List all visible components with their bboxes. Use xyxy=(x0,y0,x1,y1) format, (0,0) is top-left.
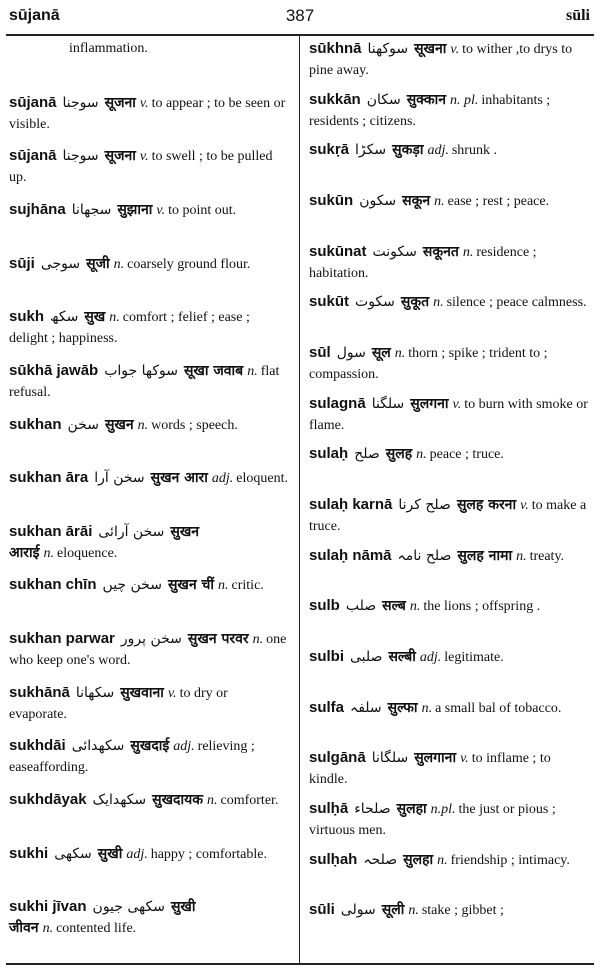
entry-urdu: سکڑا xyxy=(355,142,387,159)
dictionary-entry xyxy=(309,38,592,81)
dictionary-entry xyxy=(9,896,288,939)
entry-part-of-speech: n. xyxy=(394,346,406,361)
entry-part-of-speech: v. xyxy=(450,42,460,57)
entry-headword: sukhan chīn xyxy=(9,576,97,594)
entry-definition: legitimate. xyxy=(444,650,504,665)
entry-headword: sulbi xyxy=(309,648,345,665)
entry-part-of-speech: n. xyxy=(247,363,258,379)
entry-urdu: صلح نامہ xyxy=(397,547,452,564)
dictionary-entry xyxy=(9,145,288,188)
entry-definition: eloquence. xyxy=(57,545,118,561)
entry-part-of-speech: n. xyxy=(218,578,229,594)
entry-part-of-speech: adj. xyxy=(419,650,442,665)
entry-hindi: सुलगाना xyxy=(414,750,457,767)
entry-urdu: سوکھنا xyxy=(367,41,409,57)
entry-headword: sukhdāi xyxy=(9,737,66,755)
entry-definition: to appear ; to be seen or visible. xyxy=(9,95,286,132)
dictionary-entry xyxy=(9,682,288,725)
entry-hindi: सूल xyxy=(371,345,391,361)
dictionary-entry xyxy=(309,697,592,719)
entry-urdu: صلح کرنا xyxy=(398,497,451,513)
page-header xyxy=(0,0,600,34)
entry-part-of-speech: n. xyxy=(462,244,474,260)
entry-headword: sukūn xyxy=(309,192,354,209)
entry-headword: sulaḥ nāmā xyxy=(309,546,392,564)
entry-headword: sukhānā xyxy=(9,683,70,701)
entry-headword: sukhan ārāi xyxy=(9,522,93,540)
entry-part-of-speech: adj. xyxy=(126,846,148,862)
entry-part-of-speech: v. xyxy=(139,95,149,111)
entry-definition: flat refusal. xyxy=(9,363,280,400)
page-number: 387 xyxy=(285,6,315,25)
dictionary-entry xyxy=(9,735,288,778)
entry-headword: sukhan xyxy=(9,415,62,433)
entry-continuation: inflammation. xyxy=(69,41,148,56)
entry-hindi: सुखन आराई xyxy=(9,523,200,561)
entry-part-of-speech: n. xyxy=(109,310,120,326)
dictionary-entry xyxy=(309,342,592,385)
dictionary-entry xyxy=(9,843,288,865)
dictionary-entry xyxy=(9,414,288,436)
dictionary-entry xyxy=(9,92,288,135)
entry-headword: sulaḥ karnā xyxy=(309,496,393,513)
dictionary-entry xyxy=(9,253,288,275)
dictionary-entry xyxy=(309,190,592,212)
header-rule xyxy=(6,34,594,36)
entry-part-of-speech: n. xyxy=(137,417,149,433)
entry-hindi: सूली xyxy=(381,902,405,919)
entry-definition: thorn ; spike ; trident to ; compassion. xyxy=(309,346,548,382)
dictionary-entry xyxy=(309,443,592,465)
entry-urdu: صلحاء xyxy=(354,801,391,817)
dictionary-entry xyxy=(9,628,288,671)
entry-urdu: صلحہ xyxy=(363,851,398,868)
entry-hindi: सुलहा xyxy=(403,851,434,868)
entry-definition: peace ; truce. xyxy=(429,447,504,463)
entry-definition: to burn with smoke or flame. xyxy=(309,396,588,433)
entry-urdu: سکھانا xyxy=(75,684,115,701)
entry-hindi: सूजी xyxy=(86,255,110,272)
entry-hindi: सुझाना xyxy=(117,201,153,218)
entry-hindi: सुखी जीवन xyxy=(9,899,196,937)
left-guide-word: sūjanā xyxy=(9,7,60,24)
entry-hindi: सुखन चीं xyxy=(167,577,215,594)
entry-headword: sulḥā xyxy=(309,800,349,817)
entry-urdu: سلگانا xyxy=(371,750,409,767)
entry-headword: sukhdāyak xyxy=(9,791,87,809)
entry-definition: the lions ; offspring . xyxy=(423,599,541,615)
entry-part-of-speech: n. xyxy=(252,632,264,648)
dictionary-entry xyxy=(309,899,592,921)
entry-hindi: सूखना xyxy=(414,41,447,57)
entry-headword: sūjanā xyxy=(9,147,57,165)
entry-urdu: سلفہ xyxy=(350,699,382,716)
entry-definition: stake ; gibbet ; xyxy=(421,903,504,919)
entry-headword: sulḥah xyxy=(309,850,358,868)
entry-urdu: سولی xyxy=(340,902,376,919)
entry-definition: critic. xyxy=(231,578,264,594)
entry-urdu: سجھانا xyxy=(71,201,112,218)
dictionary-entry xyxy=(309,393,592,436)
entry-urdu: سکون xyxy=(359,193,397,209)
dictionary-entry xyxy=(9,574,288,596)
entry-headword: sujhāna xyxy=(9,200,66,218)
entry-part-of-speech: n. xyxy=(434,194,445,209)
entry-urdu: سخن پرور xyxy=(120,631,182,648)
entry-part-of-speech: adj. xyxy=(173,739,195,755)
entry-hindi: सुल्फा xyxy=(387,699,418,716)
entry-hindi: सूजना xyxy=(104,148,136,165)
entry-definition: relieving ; easeaffording. xyxy=(9,739,255,776)
entry-urdu: صلبی xyxy=(350,649,383,665)
entry-urdu: سول xyxy=(336,345,366,361)
entry-part-of-speech: v. xyxy=(460,751,469,767)
entry-urdu: صلح xyxy=(354,446,380,463)
entry-hindi: सुखन आरा xyxy=(150,470,208,487)
entry-hindi: सल्बी xyxy=(388,649,416,665)
entry-headword: sūli xyxy=(309,901,335,919)
entry-part-of-speech: n. xyxy=(42,921,54,937)
entry-headword: sukhan parwar xyxy=(9,630,115,648)
entry-urdu: سکان xyxy=(366,91,401,108)
entry-urdu: سوکھا جواب xyxy=(104,362,178,379)
entry-part-of-speech: n. xyxy=(43,545,55,561)
entry-hindi: सकून xyxy=(402,193,431,209)
entry-definition: the just or pious ; virtuous men. xyxy=(309,802,556,838)
entry-definition: residence ; habitation. xyxy=(309,244,537,281)
entry-part-of-speech: n.pl. xyxy=(430,802,456,817)
entry-headword: sukh xyxy=(9,308,45,326)
entry-headword: sūji xyxy=(9,254,35,272)
entry-hindi: सुखदाई xyxy=(130,738,170,755)
entry-headword: sukhi jīvan xyxy=(9,898,87,916)
entry-definition: happy ; comfortable. xyxy=(150,846,267,862)
entry-definition: to dry or evaporate. xyxy=(9,685,228,722)
entry-urdu: سکھدائی xyxy=(71,738,125,755)
entry-part-of-speech: v. xyxy=(167,685,177,701)
entry-hindi: सुलहा xyxy=(396,801,427,817)
entry-urdu: سوجی xyxy=(40,255,81,272)
entry-urdu: سخن xyxy=(67,416,99,433)
entry-definition: eloquent. xyxy=(236,471,288,487)
dictionary-entry xyxy=(309,747,592,790)
entry-definition: ease ; rest ; peace. xyxy=(447,194,550,209)
entry-headword: sūjanā xyxy=(9,93,57,111)
entry-headword: sulfa xyxy=(309,698,345,716)
entry-definition: comforter. xyxy=(220,793,279,809)
entry-definition: to wither ,to drys to pine away. xyxy=(309,42,573,78)
entry-part-of-speech: n. xyxy=(421,700,433,716)
entry-urdu: سکھی xyxy=(54,845,92,862)
dictionary-entry xyxy=(9,199,288,221)
entry-part-of-speech: v. xyxy=(139,149,149,165)
column-divider xyxy=(299,36,300,963)
entry-headword: sulb xyxy=(309,597,340,615)
entry-hindi: सुकड़ा xyxy=(392,142,424,159)
entry-urdu: سخن آرا xyxy=(94,470,145,487)
entry-part-of-speech: n. xyxy=(437,852,448,868)
dictionary-entry xyxy=(9,789,288,811)
entry-part-of-speech: n. xyxy=(113,256,125,272)
entry-definition: to point out. xyxy=(168,202,237,218)
entry-headword: sūl xyxy=(309,344,331,361)
dictionary-entry xyxy=(309,241,592,284)
entry-headword: sukhan āra xyxy=(9,469,89,487)
entry-part-of-speech: v. xyxy=(520,498,529,513)
footer-rule xyxy=(6,963,594,965)
dictionary-entry xyxy=(9,360,288,403)
entry-hindi: सुखवाना xyxy=(120,684,164,701)
entry-headword: sulgānā xyxy=(309,749,366,767)
entry-hindi: सुलह करना xyxy=(456,497,517,513)
entry-hindi: सुखदायक xyxy=(152,792,203,809)
entry-definition: coarsely ground flour. xyxy=(127,256,251,272)
entry-definition: inhabitants ; residents ; citizens. xyxy=(309,92,551,129)
entry-hindi: सुखन परवर xyxy=(187,631,249,648)
entry-headword: sukkān xyxy=(309,90,361,108)
entry-hindi: सूखा जवाब xyxy=(183,362,244,379)
entry-headword: sulaḥ xyxy=(309,445,349,463)
entry-definition: comfort ; felief ; ease ; delight ; happiness. xyxy=(9,310,250,347)
entry-definition: friendship ; intimacy. xyxy=(450,852,570,868)
entry-hindi: सुखी xyxy=(97,845,123,862)
entry-headword: sukūnat xyxy=(309,242,367,260)
entry-part-of-speech: n. xyxy=(433,295,444,311)
dictionary-entry xyxy=(9,521,288,564)
entry-urdu: سخن چیں xyxy=(102,577,162,594)
entry-headword: sukūt xyxy=(309,293,350,311)
entry-hindi: सल्ब xyxy=(382,598,406,615)
entry-hindi: सुखन xyxy=(104,416,134,433)
dictionary-entry xyxy=(9,38,288,59)
entry-hindi: सुक्कान xyxy=(406,91,446,108)
entry-urdu: سکھ xyxy=(50,309,79,326)
entry-part-of-speech: v. xyxy=(452,396,462,412)
entry-urdu: سوجنا xyxy=(62,148,99,165)
dictionary-entry xyxy=(309,849,592,871)
entry-headword: sulagnā xyxy=(309,394,366,412)
entry-part-of-speech: n. xyxy=(416,447,427,463)
entry-definition: words ; speech. xyxy=(151,417,238,433)
entry-urdu: سلگنا xyxy=(371,395,405,412)
dictionary-entry xyxy=(309,494,592,537)
entry-definition: to make a truce. xyxy=(309,498,587,534)
dictionary-entry xyxy=(9,306,288,349)
dictionary-entry xyxy=(309,646,592,668)
entry-part-of-speech: n. xyxy=(207,793,218,809)
entry-urdu: سوجنا xyxy=(62,94,99,111)
entry-definition: contented life. xyxy=(56,921,137,937)
entry-hindi: सुलह नामा xyxy=(457,547,513,564)
entry-headword: sukhi xyxy=(9,844,49,862)
entry-part-of-speech: adj. xyxy=(211,471,234,487)
entry-headword: sūkhā jawāb xyxy=(9,361,99,379)
entry-definition: one who keep one's word. xyxy=(9,632,287,669)
dictionary-entry xyxy=(309,595,592,617)
entry-urdu: سکھی جیون xyxy=(92,899,165,916)
dictionary-entry xyxy=(309,798,592,841)
entry-urdu: سخن آرائی xyxy=(98,523,165,540)
entry-hindi: सकूनत xyxy=(422,243,459,260)
entry-definition: silence ; peace calmness. xyxy=(446,295,587,311)
entry-definition: a small bal of tobacco. xyxy=(435,700,562,716)
entry-part-of-speech: n. xyxy=(409,599,421,615)
entry-headword: sukṛā xyxy=(309,141,350,159)
entry-definition: shrunk . xyxy=(451,143,497,159)
dictionary-entry xyxy=(309,89,592,132)
dictionary-entry xyxy=(309,139,592,161)
entry-hindi: सुलह xyxy=(385,446,413,463)
entry-part-of-speech: v. xyxy=(156,202,166,218)
entry-hindi: सुलगना xyxy=(410,395,449,412)
entry-urdu: سکوت xyxy=(355,294,395,311)
entry-part-of-speech: adj. xyxy=(427,143,449,159)
entry-hindi: सूजना xyxy=(104,94,136,111)
entry-hindi: सुकूत xyxy=(400,294,430,311)
entry-hindi: सुख xyxy=(84,309,106,326)
entry-headword: sūkhnā xyxy=(309,40,362,57)
entry-urdu: سکونت xyxy=(372,243,417,260)
dictionary-entry xyxy=(309,545,592,567)
entry-definition: to inflame ; to kindle. xyxy=(309,751,551,788)
dictionary-entry xyxy=(309,291,592,313)
dictionary-entry xyxy=(9,467,288,489)
entry-part-of-speech: n. pl. xyxy=(449,92,479,108)
entry-part-of-speech: n. xyxy=(516,548,527,564)
entry-part-of-speech: n. xyxy=(408,903,419,919)
entry-definition: treaty. xyxy=(529,548,565,564)
entry-urdu: صلب xyxy=(345,598,377,615)
entry-urdu: سکھدایک xyxy=(92,792,147,809)
entry-definition: to swell ; to be pulled up. xyxy=(9,149,273,186)
right-guide-word: sūli xyxy=(565,7,590,24)
